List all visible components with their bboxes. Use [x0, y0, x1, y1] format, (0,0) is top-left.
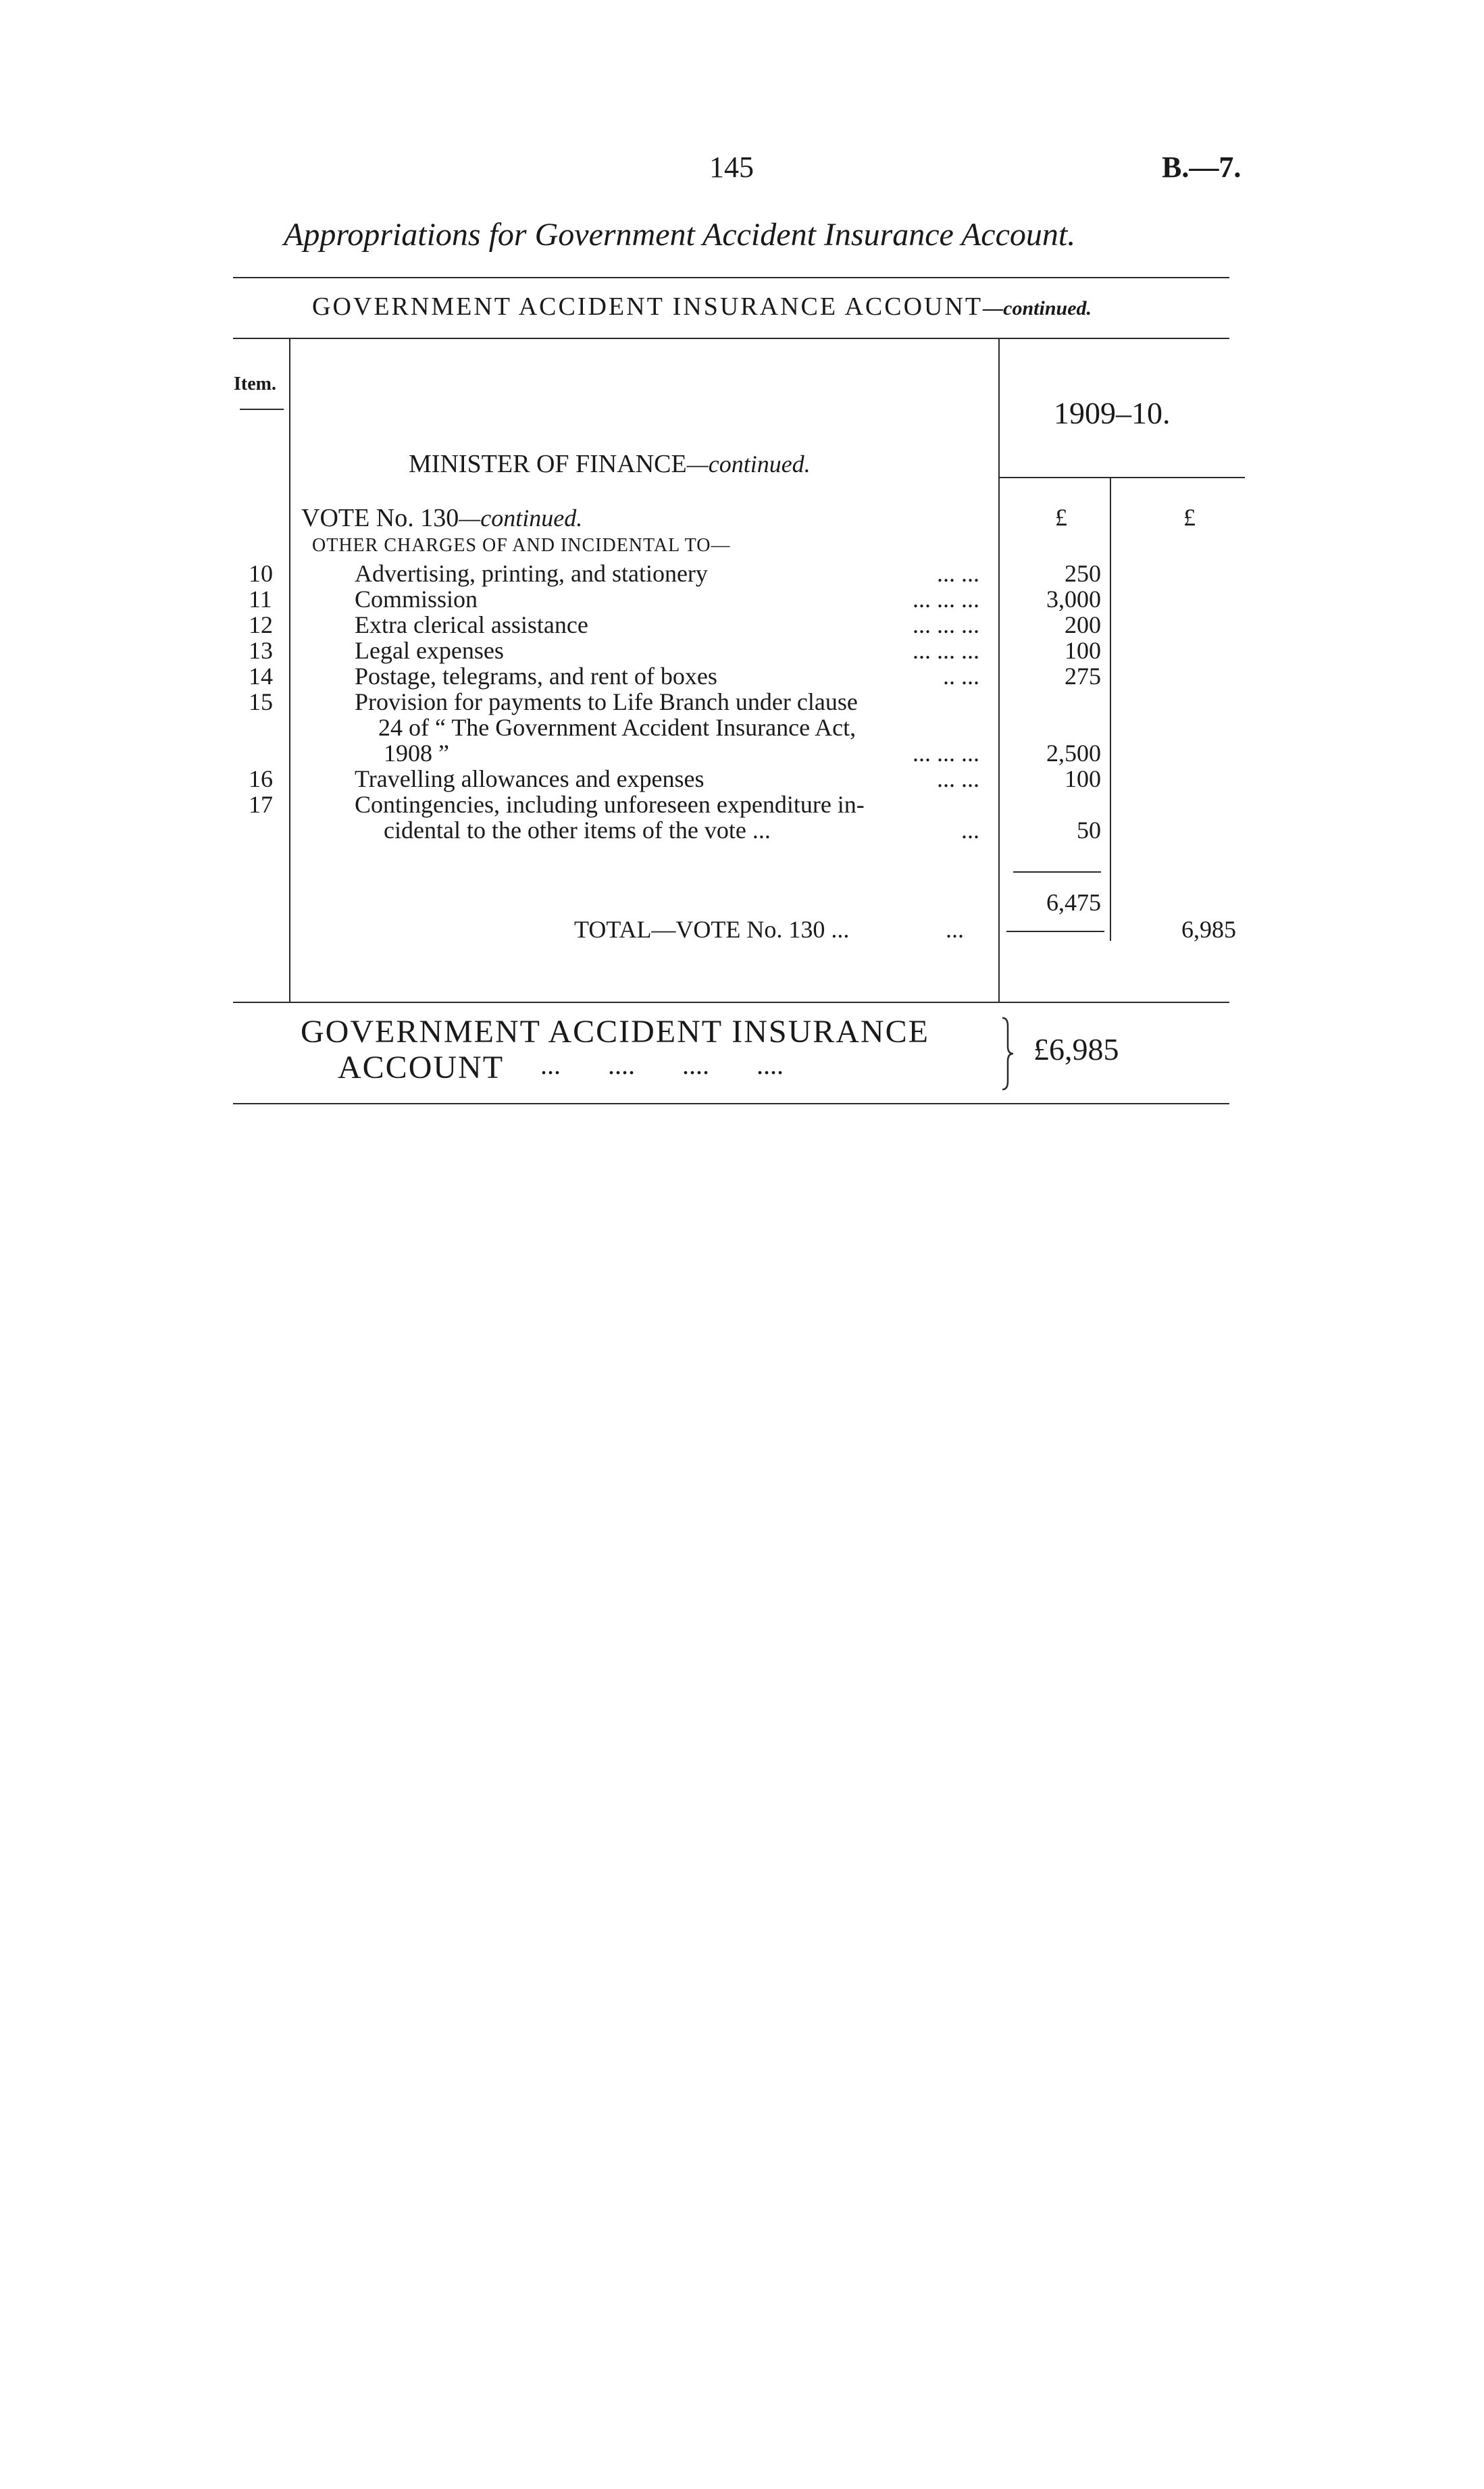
leader-dots: ... ... ...: [913, 740, 979, 767]
vote-heading-suffix: —continued.: [459, 505, 583, 532]
rule-table-bottom: [233, 1002, 1229, 1003]
rule-vote-total: [1006, 931, 1104, 932]
account-heading-suffix: —continued.: [983, 297, 1092, 319]
leader-dots: .. ...: [943, 663, 979, 690]
section-heading-text: MINISTER OF FINANCE: [409, 450, 687, 478]
section-heading-suffix: —continued.: [686, 451, 811, 478]
rule-subtotal: [1013, 871, 1101, 873]
leader-dots: ... ...: [937, 560, 979, 587]
grand-total-label-continued: ACCOUNT: [338, 1050, 505, 1085]
vote-total-amount: 6,985: [1181, 916, 1236, 943]
divider-amount-column: [998, 338, 1000, 1003]
item-amount: 50: [1077, 817, 1101, 844]
leader-dots: ... ... ...: [913, 637, 979, 664]
item-amount: 100: [1065, 637, 1101, 664]
item-number: 11: [249, 586, 272, 613]
vote-heading: [301, 503, 582, 533]
divider-item-column: [289, 338, 290, 1003]
currency-symbol-amount: £: [1055, 504, 1067, 531]
item-description: Travelling allowances and expenses: [355, 765, 705, 792]
item-description-continued: cidental to the other items of the vote ...: [384, 817, 771, 844]
item-amount: 100: [1065, 765, 1101, 792]
leader-dots: ... .... .... ....: [540, 1050, 784, 1080]
rule-grand-total-bottom: [233, 1103, 1229, 1104]
leader-dots: ... ... ...: [913, 611, 979, 638]
year-column-heading: 1909–10.: [1054, 396, 1171, 430]
item-description-continued: 1908 ”: [384, 740, 449, 767]
account-heading: [312, 292, 1092, 322]
item-number: 14: [249, 663, 273, 690]
item-amount: 275: [1065, 663, 1101, 690]
section-heading: [409, 449, 811, 479]
item-number: 17: [249, 791, 273, 818]
grand-total-label: GOVERNMENT ACCIDENT INSURANCE: [301, 1014, 929, 1050]
item-amount: 250: [1065, 560, 1101, 587]
item-number: 15: [249, 688, 273, 715]
item-description: Provision for payments to Life Branch under clause: [355, 688, 858, 715]
account-heading-text: GOVERNMENT ACCIDENT INSURANCE ACCOUNT: [312, 292, 983, 321]
page-title: Appropriations for Government Accident Insurance Account.: [284, 217, 1076, 253]
leader-dots: ... ...: [937, 765, 979, 792]
divider-total-column: [1110, 478, 1111, 941]
rule-item-label: [240, 409, 284, 410]
item-description: Legal expenses: [355, 637, 504, 664]
item-description-continued: 24 of “ The Government Accident Insurance Act,: [378, 714, 856, 741]
item-description: Extra clerical assistance: [355, 611, 588, 638]
leader-dots: ... ... ...: [913, 586, 979, 613]
page-number: 145: [709, 151, 754, 184]
grand-total-amount: £6,985: [1033, 1032, 1119, 1067]
rule-top: [233, 277, 1229, 278]
item-number: 16: [249, 765, 273, 792]
item-description: Advertising, printing, and stationery: [355, 560, 708, 587]
document-reference: B.—7.: [1162, 151, 1242, 184]
vote-total-label: TOTAL—VOTE No. 130 ...: [574, 916, 850, 943]
rule-year-bottom: [998, 477, 1245, 478]
item-description: Commission: [355, 586, 478, 613]
vote-heading-text: VOTE No. 130: [301, 504, 459, 532]
item-amount: 2,500: [1046, 740, 1101, 767]
leader-dots: ...: [946, 916, 964, 943]
item-description: Contingencies, including unforeseen expenditure in-: [355, 791, 865, 818]
charges-heading: OTHER CHARGES OF AND INCIDENTAL TO—: [312, 535, 731, 556]
item-number: 12: [249, 611, 273, 638]
item-number: 10: [249, 560, 273, 587]
leader-dots: ...: [961, 817, 979, 844]
rule-table-top: [233, 338, 1229, 339]
subtotal-amount: 6,475: [1046, 889, 1101, 916]
item-column-label: Item.: [234, 374, 276, 394]
currency-symbol-total: £: [1183, 504, 1196, 531]
item-amount: 3,000: [1046, 586, 1101, 613]
item-amount: 200: [1065, 611, 1101, 638]
item-number: 13: [249, 637, 273, 664]
brace-icon: [1000, 1017, 1016, 1091]
item-description: Postage, telegrams, and rent of boxes: [355, 663, 717, 690]
